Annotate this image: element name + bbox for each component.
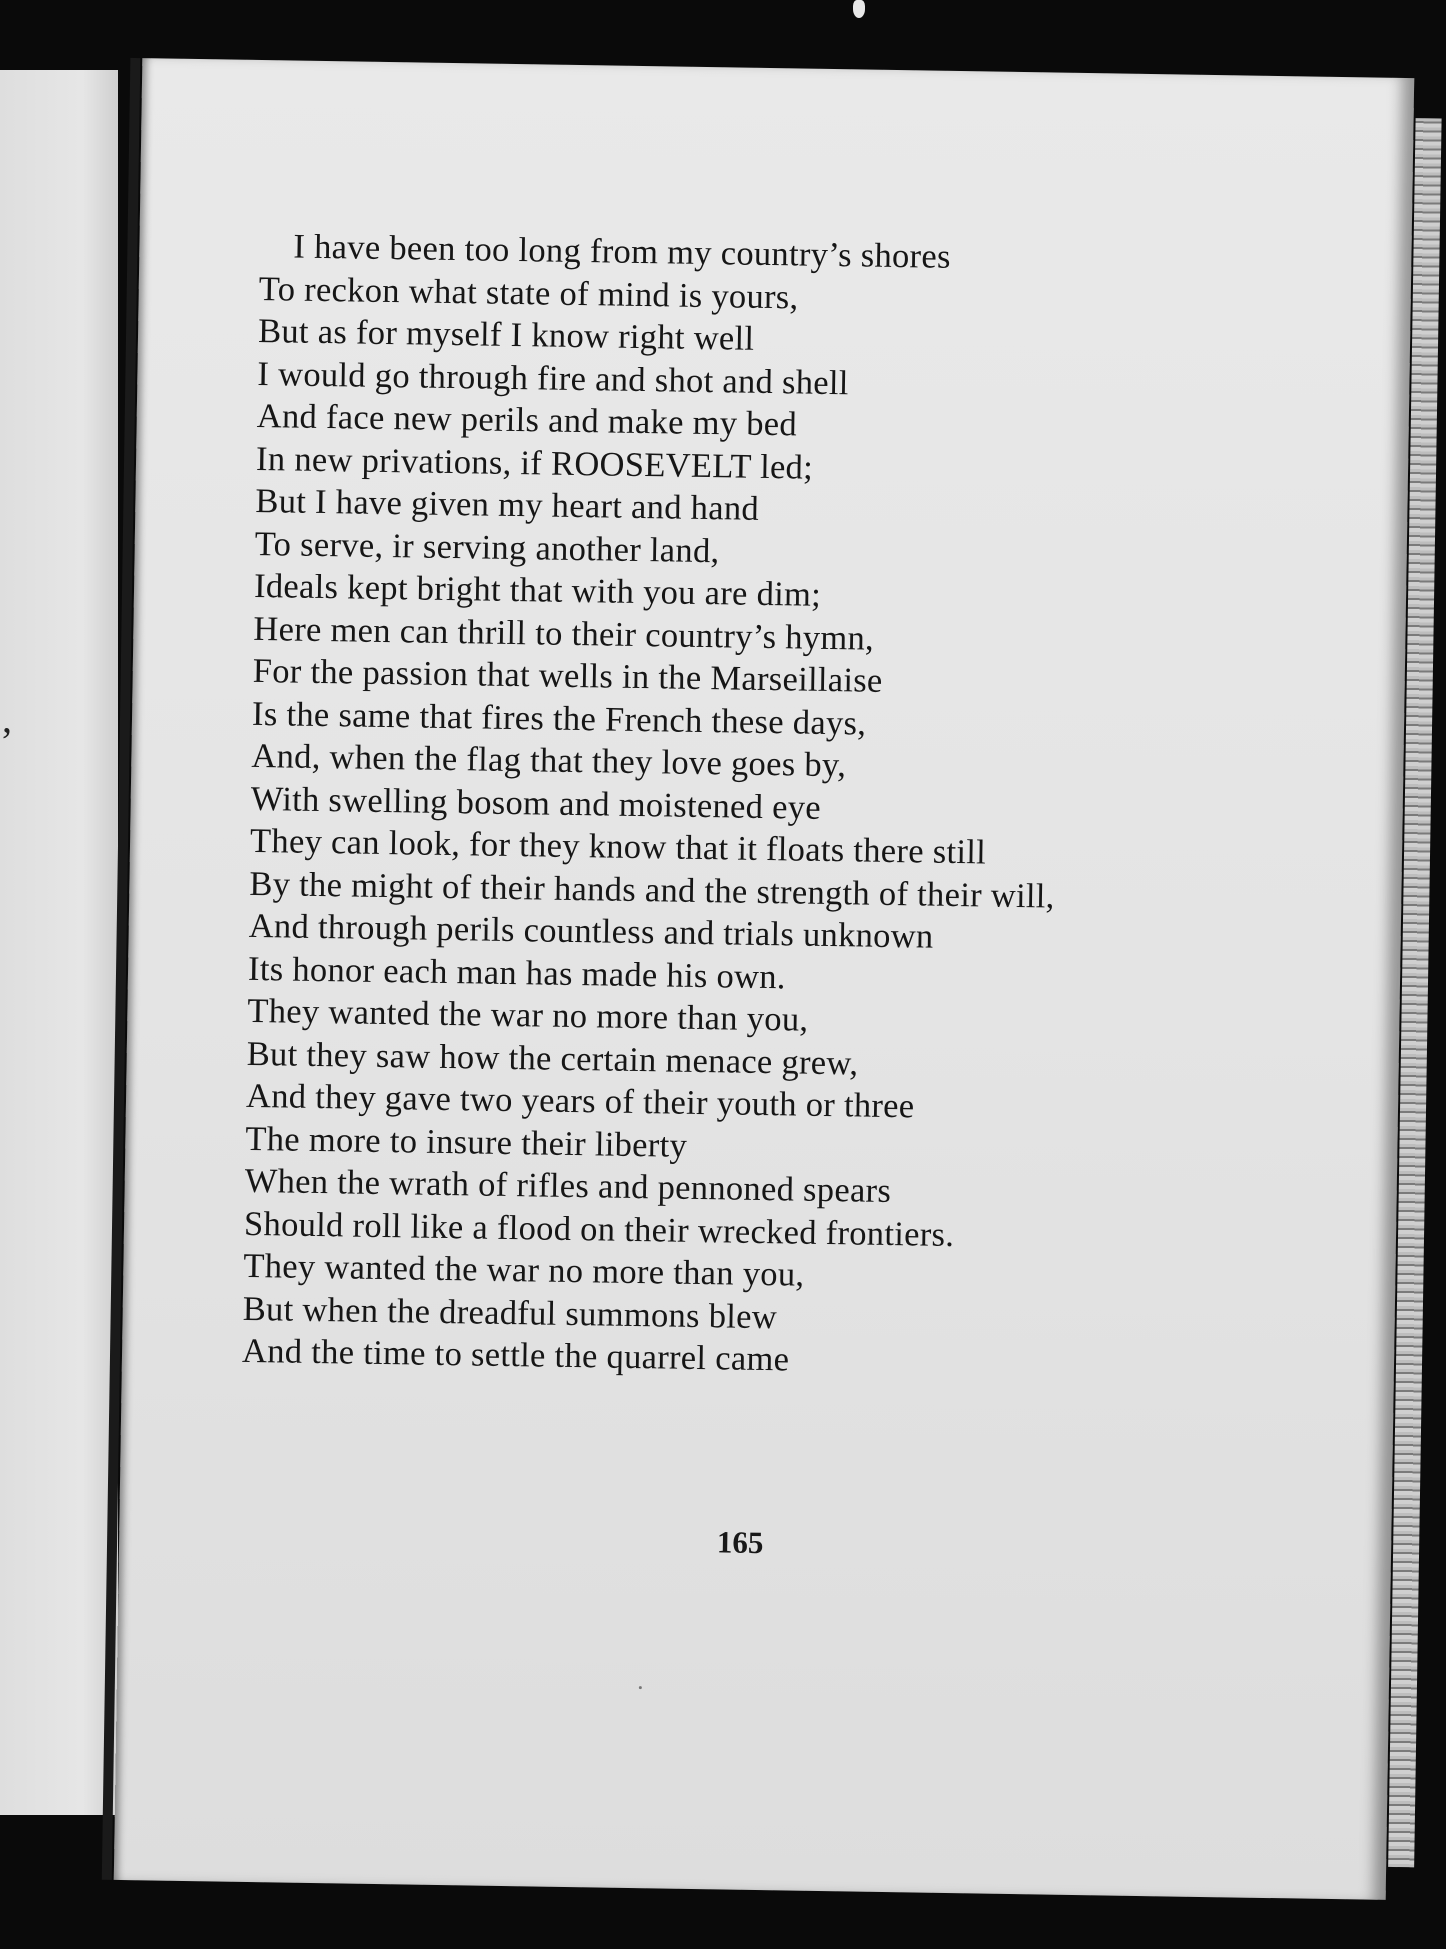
poem-line: But when the dreadful summons blew bbox=[242, 1289, 778, 1336]
top-ink-blot bbox=[853, 0, 865, 18]
poem-line: By the might of their hands and the strength of their will, bbox=[249, 864, 1055, 916]
left-page-edge-mark: , bbox=[2, 696, 12, 741]
poem-line: Should roll like a flood on their wrecked frontiers. bbox=[243, 1204, 955, 1254]
poem-line: With swelling bosom and moistened eye bbox=[250, 779, 822, 827]
book-page bbox=[114, 58, 1414, 1900]
poem-line: They wanted the war no more than you, bbox=[243, 1246, 805, 1294]
poem-line: Ideals kept bright that with you are dim; bbox=[253, 566, 822, 614]
poem-line: And through perils countless and trials unknown bbox=[248, 906, 934, 956]
poem-line: I have been too long from my country’s shores bbox=[293, 227, 952, 276]
poem-line: But I have given my heart and hand bbox=[255, 481, 760, 528]
poem-line: And face new perils and make my bed bbox=[256, 396, 798, 444]
poem-line: But they saw how the certain menace grew, bbox=[246, 1034, 859, 1082]
poem-line: When the wrath of rifles and pennoned spears bbox=[244, 1161, 892, 1211]
left-adjacent-page bbox=[0, 70, 118, 1815]
poem-line: To serve, ir serving another land, bbox=[254, 524, 720, 570]
poem-line: Is the same that fires the French these days, bbox=[251, 694, 867, 743]
paper-speck bbox=[639, 1686, 642, 1689]
poem-line: I would go through fire and shot and shell bbox=[257, 354, 850, 402]
poem-line: For the passion that wells in the Marseillaise bbox=[252, 651, 883, 700]
poem-line: The more to insure their liberty bbox=[245, 1119, 688, 1165]
poem-line: And they gave two years of their youth or three bbox=[245, 1076, 915, 1126]
poem-line: Its honor each man has made his own. bbox=[247, 949, 787, 996]
poem-line: And, when the flag that they love goes by, bbox=[251, 736, 847, 785]
poem-line: They can look, for they know that it floats there still bbox=[249, 821, 987, 872]
page-number: 165 bbox=[716, 1524, 764, 1561]
poem-line: But as for myself I know right well bbox=[257, 311, 755, 358]
poem-line: And the time to settle the quarrel came bbox=[241, 1331, 790, 1379]
poem-line: Here men can thrill to their country’s hymn, bbox=[253, 609, 875, 658]
poem-line: To reckon what state of mind is yours, bbox=[258, 269, 799, 316]
poem-line: In new privations, if ROOSEVELT led; bbox=[255, 439, 814, 487]
poem-text bbox=[242, 225, 1380, 1390]
poem-line: They wanted the war no more than you, bbox=[247, 991, 809, 1039]
